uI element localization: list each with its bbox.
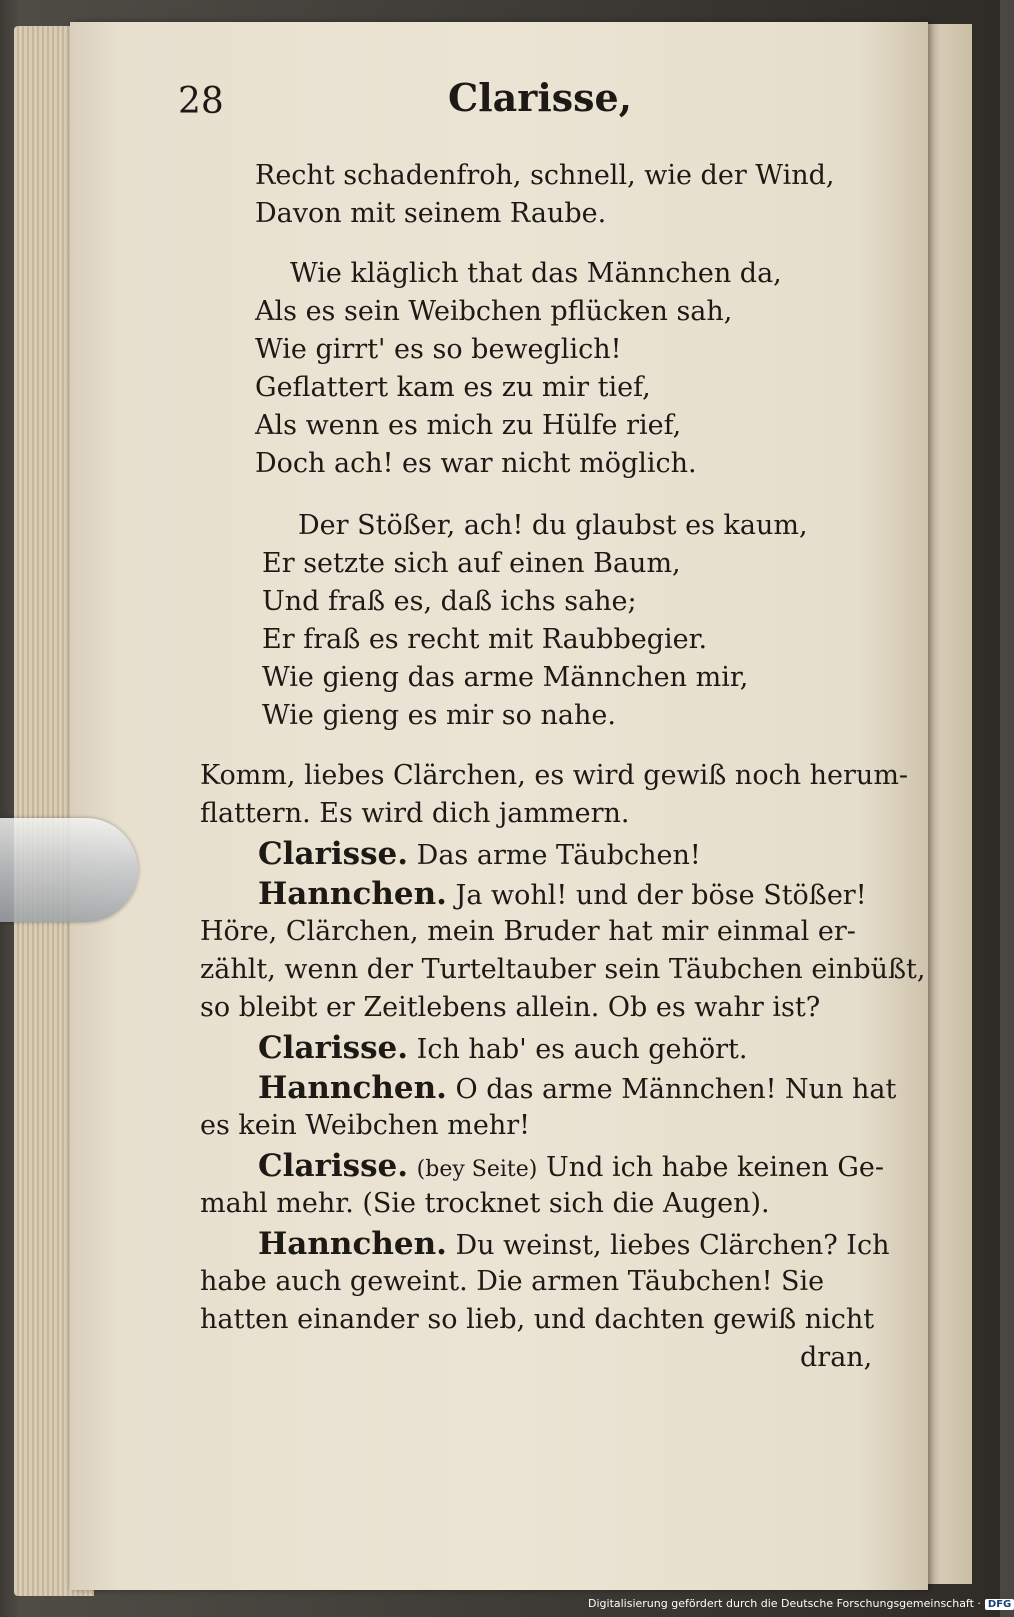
prose-line: Höre, Clärchen, mein Bruder hat mir einmal er- — [200, 916, 856, 947]
prose-line: flattern. Es wird dich jammern. — [200, 798, 630, 829]
running-title: Clarisse, — [448, 75, 632, 120]
prose-line: es kein Weibchen mehr! — [200, 1110, 530, 1141]
page-holder-clip — [0, 818, 138, 922]
prose-line: so bleibt er Zeitlebens allein. Ob es wahr ist? — [200, 992, 821, 1023]
verse-line: Er fraß es recht mit Raubbegier. — [262, 624, 708, 655]
footer-text: Digitalisierung gefördert durch die Deutsche Forschungsgemeinschaft · — [588, 1597, 981, 1610]
speaker-name: Hannchen. — [258, 876, 447, 912]
dialogue-line — [258, 876, 867, 914]
dialogue-line — [258, 836, 701, 874]
prose-line: mahl mehr. (Sie trocknet sich die Augen). — [200, 1188, 770, 1219]
verse-line: Als wenn es mich zu Hülfe rief, — [255, 410, 682, 441]
dialogue-text: Ja wohl! und der böse Stößer! — [455, 880, 867, 911]
speaker-name: Clarisse. — [258, 836, 409, 872]
dialogue-line — [258, 1030, 747, 1068]
verse-line: Wie gieng das arme Männchen mir, — [262, 662, 749, 693]
verse-line: Wie girrt' es so beweglich! — [255, 334, 622, 365]
verse-line: Geflattert kam es zu mir tief, — [255, 372, 651, 403]
facing-page-edge — [928, 24, 972, 1584]
verse-line: Recht schadenfroh, schnell, wie der Wind, — [255, 160, 835, 191]
prose-line: hatten einander so lieb, und dachten gewiß nicht — [200, 1304, 875, 1335]
verse-line: Er setzte sich auf einen Baum, — [262, 548, 681, 579]
dialogue-text: Ich hab' es auch gehört. — [416, 1034, 748, 1065]
verse-line: Und fraß es, daß ichs sahe; — [262, 586, 637, 617]
verse-line: Doch ach! es war nicht möglich. — [255, 448, 697, 479]
verse-line: Der Stößer, ach! du glaubst es kaum, — [298, 510, 808, 541]
dialogue-text: Und ich habe keinen Ge- — [545, 1152, 885, 1183]
speaker-name: Clarisse. — [258, 1030, 409, 1066]
dialogue-text: Du weinst, liebes Clärchen? Ich — [455, 1230, 890, 1261]
dialogue-line — [258, 1070, 896, 1108]
stage-direction: (bey Seite) — [416, 1157, 538, 1182]
speaker-name: Hannchen. — [258, 1070, 447, 1106]
catchword: dran, — [800, 1342, 873, 1373]
dialogue-line — [258, 1226, 889, 1264]
dfg-logo: DFG — [985, 1599, 1014, 1610]
verse-line: Davon mit seinem Raube. — [255, 198, 607, 229]
page-number: 28 — [178, 81, 224, 122]
speaker-name: Clarisse. — [258, 1148, 409, 1184]
verse-line: Als es sein Weibchen pflücken sah, — [255, 296, 733, 327]
prose-line: Komm, liebes Clärchen, es wird gewiß noch herum- — [200, 760, 909, 791]
footer-credit — [588, 1597, 1014, 1610]
dialogue-text: Das arme Täubchen! — [416, 840, 701, 871]
verse-line: Wie gieng es mir so nahe. — [262, 700, 616, 731]
dialogue-text: O das arme Männchen! Nun hat — [455, 1074, 897, 1105]
speaker-name: Hannchen. — [258, 1226, 447, 1262]
prose-line: habe auch geweint. Die armen Täubchen! Sie — [200, 1266, 825, 1297]
dialogue-line — [258, 1148, 884, 1188]
verse-line: Wie kläglich that das Männchen da, — [290, 258, 782, 289]
prose-line: zählt, wenn der Turteltauber sein Täubchen einbüßt, — [200, 954, 926, 985]
